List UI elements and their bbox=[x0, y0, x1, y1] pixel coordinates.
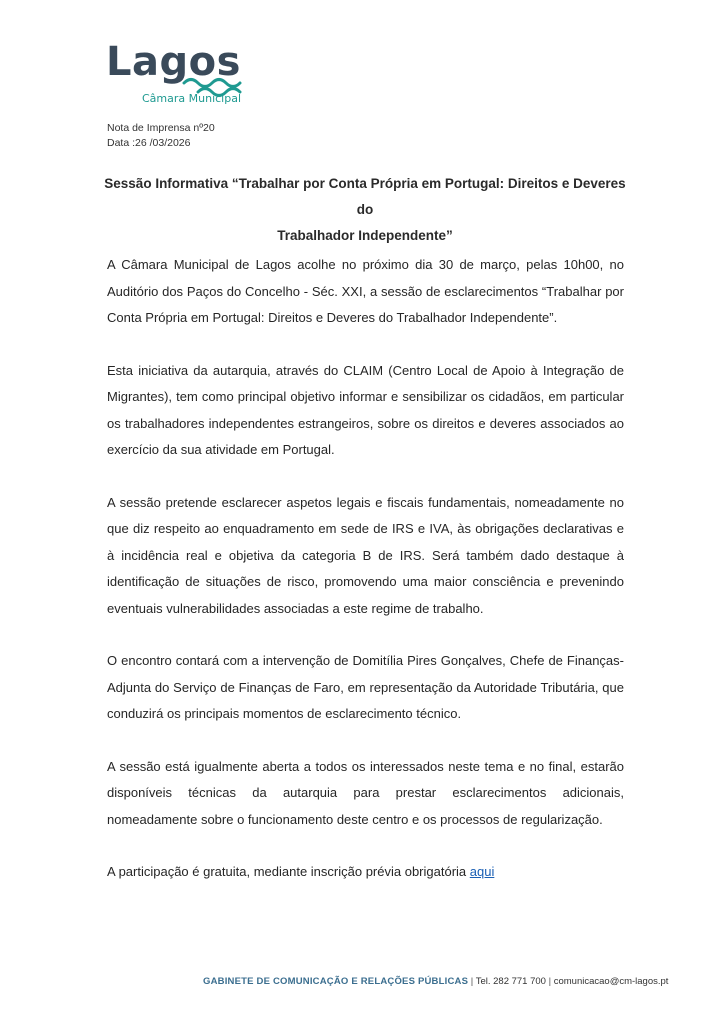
paragraph-topics: A sessão pretende esclarecer aspetos legais e fiscais fundamentais, nomeadamente no que diz respeito ao enquadramento em sede de IRS e IVA, às obrigações declarativas e à incidência real e objetiva da categoria B de IRS. Será também dado destaque à identificação de situações de risco, promovendo uma maior consciência e prevenindo eventuais vulnerabilidades associadas a este regime de trabalho. bbox=[107, 494, 624, 616]
press-release-number: Nota de Imprensa nº20 bbox=[107, 122, 215, 134]
logo-wordmark: Lagos bbox=[106, 39, 241, 85]
lagos-logo bbox=[106, 39, 246, 108]
registration-text: A participação é gratuita, mediante inscrição prévia obrigatória bbox=[107, 864, 470, 879]
registration-link[interactable]: aqui bbox=[469, 864, 495, 879]
press-release-date: Data :26 /03/2026 bbox=[107, 137, 191, 149]
page-title bbox=[100, 171, 630, 249]
footer-separator: | bbox=[548, 976, 552, 987]
logo-subtitle: Câmara Municipal bbox=[142, 92, 242, 105]
paragraph-intro: A Câmara Municipal de Lagos acolhe no próximo dia 30 de março, pelas 10h00, no Auditório dos Paços do Concelho - Séc. XXI, a sessão de esclarecimentos “Trabalhar por Conta Própria em Portugal: Direitos e Deveres do Trabalhador Independente”. bbox=[107, 257, 624, 325]
paragraph-registration bbox=[107, 859, 624, 886]
paragraph-claim: Esta iniciativa da autarquia, através do CLAIM (Centro Local de Apoio à Integração de Migrantes), tem como principal objetivo informar e sensibilizar os cidadãos, em particular os trabalhadores independentes estrangeiros, sobre os direitos e deveres associados ao exercício da sua atividade em Portugal. bbox=[107, 362, 624, 457]
footer bbox=[203, 972, 706, 992]
paragraph-speaker: O encontro contará com a intervenção de Domitília Pires Gonçalves, Chefe de Finanças-Adjunta do Serviço de Finanças de Faro, em representação da Autoridade Tributária, que conduzirá os principais momentos de esclarecimento técnico. bbox=[107, 653, 624, 721]
footer-department: GABINETE DE COMUNICAÇÃO E RELAÇÕES PÚBLICAS bbox=[203, 976, 469, 987]
footer-separator: | bbox=[470, 976, 474, 987]
footer-phone: Tel. 282 771 700 bbox=[475, 976, 546, 987]
article-body bbox=[107, 252, 624, 912]
title-line-2: Trabalhador Independente” bbox=[277, 228, 453, 243]
footer-email[interactable]: comunicacao@cm-lagos.pt bbox=[553, 976, 669, 987]
press-release-meta bbox=[107, 121, 215, 151]
title-line-1: Sessão Informativa “Trabalhar por Conta Própria em Portugal: Direitos e Deveres do bbox=[104, 176, 626, 217]
paragraph-audience: A sessão está igualmente aberta a todos os interessados neste tema e no final, estarão disponíveis técnicas da autarquia para prestar esclarecimentos adicionais, nomeadamente sobre o funcionamento deste centro e os processos de regularização. bbox=[107, 758, 624, 827]
